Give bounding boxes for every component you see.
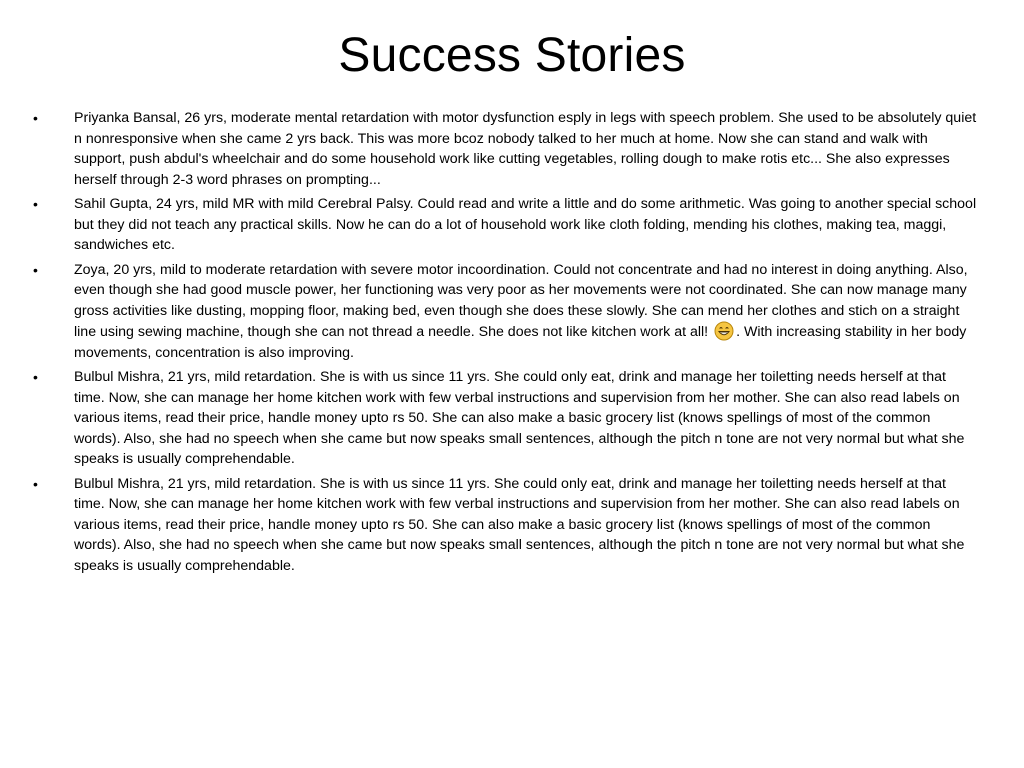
bullet-mark: • xyxy=(33,196,38,212)
list-item xyxy=(30,108,980,190)
bullet-mark: • xyxy=(33,475,38,492)
bullet-list xyxy=(30,108,980,580)
story-text: Bulbul Mishra, 21 yrs, mild retardation. She is with us since 11 yrs. She could only eat, drink and manage her toiletting needs herself at that time. Now, she can manage her home kitchen work with few verbal instructions and supervision from her mother. She can also read labels on various items, read their price, handle money upto rs 50. She can also make a basic grocery list (knows spellings of most of the common words). Also, she had no speech when she came but now speaks small sentences, although the pitch n tone are not very normal but what she speaks is usually comprehendable. xyxy=(74,475,965,574)
list-item xyxy=(30,474,980,577)
story-text: Priyanka Bansal, 26 yrs, moderate mental retardation with motor dysfunction esply in legs with speech problem. She used to be absolutely quiet n nonresponsive when she came 2 yrs back. This was more bcoz nobody talked to her much at home. Now she can stand and walk with support, push abdul's wheelchair and do some household work like cutting vegetables, rolling dough to make rotis etc... She also expresses herself through 2-3 word phrases on prompting... xyxy=(74,110,977,188)
list-item xyxy=(30,194,980,256)
story-text: Bulbul Mishra, 21 yrs, mild retardation. She is with us since 11 yrs. She could only eat, drink and manage her toiletting needs herself at that time. Now, she can manage her home kitchen work with few verbal instructions and supervision from her mother. She can also read labels on various items, read their price, handle money upto rs 50. She can also make a basic grocery list (knows spellings of most of the common words). Also, she had no speech when she came but now speaks small sentences, although the pitch n tone are not very normal but what she speaks is usually comprehendable. xyxy=(74,369,965,467)
list-item xyxy=(30,367,980,470)
story-text-continued: . With increasing stability in her body movements, concentration is also improving. xyxy=(74,324,967,361)
list-item xyxy=(30,260,980,364)
grinning-face-icon xyxy=(714,321,734,341)
bullet-mark: • xyxy=(33,110,38,126)
slide-title: Success Stories xyxy=(338,29,686,82)
story-text: Zoya, 20 yrs, mild to moderate retardation with severe motor incoordination. Could not concentrate and had no interest in doing anything. Also, even though she had good muscle power, her functioning was very poor as her movements were not coordinated. She can now manage many gross activities like dusting, mopping floor, making bed, even though she does these slowly. She can mend her clothes and stich on a straight line using sewing machine, though she can not thread a needle. She does not like kitchen work at all! xyxy=(74,261,968,340)
story-text: Sahil Gupta, 24 yrs, mild MR with mild Cerebral Palsy. Could read and write a little and do some arithmetic. Was going to another special school but they did not teach any practical skills. Now he can do a lot of household work like cloth folding, mending his clothes, making tea, maggi, sandwiches etc. xyxy=(74,196,977,253)
bullet-mark: • xyxy=(33,261,38,278)
bullet-mark: • xyxy=(33,369,38,385)
